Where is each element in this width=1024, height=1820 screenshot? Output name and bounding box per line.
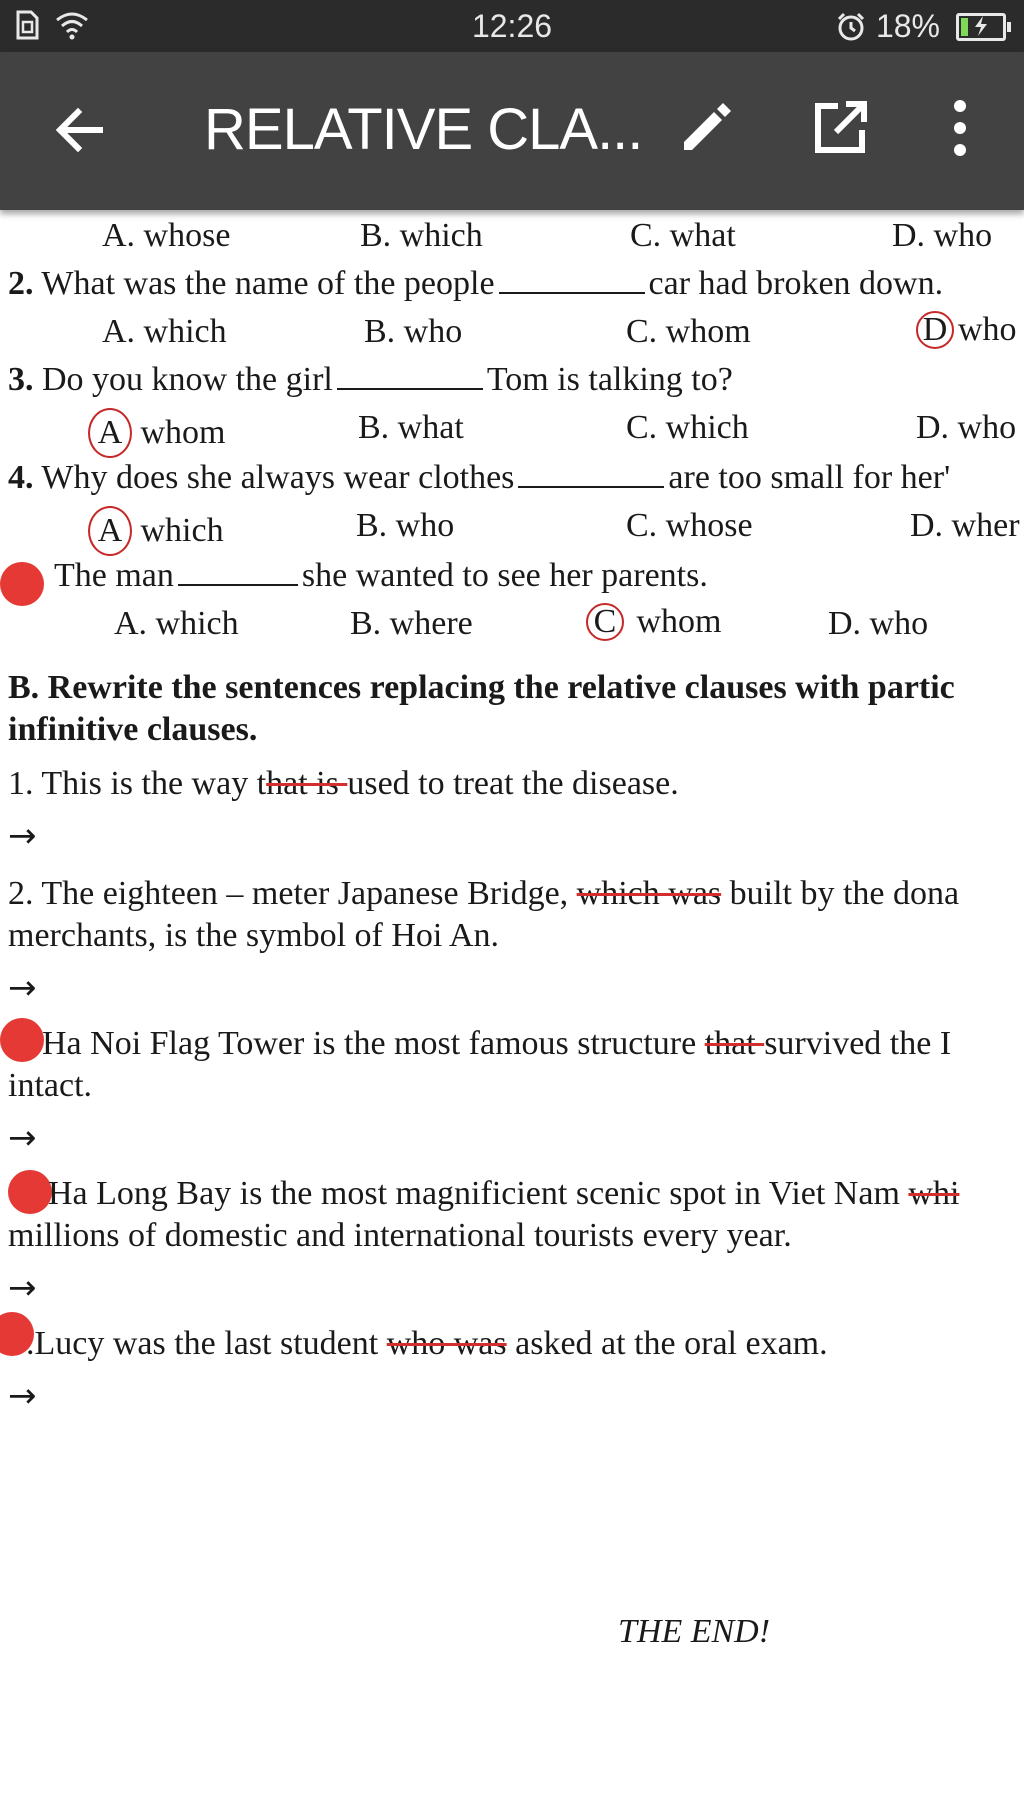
q2-option-d-word: who (958, 311, 1017, 348)
status-bar (0, 0, 1024, 52)
section-b-title-line2: infinitive clauses. (8, 711, 258, 748)
q2-text (8, 264, 943, 304)
section-b-title: B. Rewrite the sentences replacing the relative clauses with partic (8, 669, 955, 706)
q4-text (8, 458, 950, 498)
q2-text-before: What was the name of the people (41, 265, 495, 302)
q4-option-a (88, 506, 224, 556)
red-dot-marker (0, 1018, 44, 1062)
sentence-3-line2: intact. (8, 1067, 93, 1104)
sentence-5 (26, 1324, 828, 1364)
q2-option-d (916, 310, 1017, 350)
q2-number: 2. (8, 265, 34, 302)
q2-option-a: A. which (102, 313, 227, 350)
q1-option-a: A. whose (102, 217, 231, 254)
q3-option-d: D. who (916, 409, 1017, 446)
q5-text (54, 556, 708, 596)
q4-text-after: are too small for her' (668, 459, 951, 496)
sentence-5-before: .Lucy was the last student (26, 1325, 387, 1362)
q3-text-after: Tom is talking to? (486, 361, 733, 398)
sentence-2-line2: merchants, is the symbol of Hoi An. (8, 917, 500, 954)
open-external-icon[interactable] (810, 98, 870, 158)
q4-blank (518, 458, 664, 488)
q2-answer-circle: D (916, 311, 954, 349)
q1-option-c: C. what (630, 217, 736, 254)
battery-percent: 18% (875, 8, 940, 44)
q4-option-a-word: which (140, 512, 224, 549)
q3-option-a-word: whom (140, 414, 226, 451)
document-title: RELATIVE CLA... (204, 97, 643, 162)
sentence-3-strikethrough: that (704, 1025, 765, 1062)
answer-arrow-1: → (8, 816, 37, 856)
sentence-5-strikethrough: who was (386, 1325, 507, 1362)
charging-bolt-icon (971, 15, 991, 37)
sentence-4-strikethrough: whi (908, 1175, 960, 1212)
q3-option-b: B. what (358, 409, 464, 446)
q3-blank (337, 360, 483, 390)
app-bar (0, 52, 1024, 210)
q5-text-before: The man (54, 557, 174, 594)
answer-arrow-2: → (8, 968, 37, 1008)
q3-number: 3. (8, 361, 34, 398)
document-page (0, 210, 1024, 1820)
q2-option-b: B. who (364, 313, 463, 350)
battery-charging-icon (956, 13, 1006, 41)
sentence-1-strikethrough: hat is (266, 765, 348, 802)
sentence-2-before: 2. The eighteen – meter Japanese Bridge, (8, 875, 577, 912)
back-arrow-icon[interactable] (52, 102, 108, 158)
q3-text (8, 360, 733, 400)
q4-answer-circle: A (88, 506, 132, 556)
red-dot-marker (8, 1170, 52, 1214)
sentence-2-strikethrough: which was (576, 875, 722, 912)
q1-option-b: B. which (360, 217, 483, 254)
q3-option-c: C. which (626, 409, 749, 446)
more-vert-icon[interactable] (940, 96, 980, 160)
q4-option-c: C. whose (626, 507, 753, 544)
sentence-3-after: survived the I (764, 1025, 952, 1062)
q4-option-b: B. who (356, 507, 455, 544)
q3-option-a (88, 408, 226, 458)
q5-blank (178, 556, 298, 586)
q5-option-d: D. who (828, 605, 929, 642)
q2-text-after: car had broken down. (648, 265, 944, 302)
alarm-icon (836, 12, 866, 42)
q3-answer-circle: A (88, 408, 132, 458)
q4-text-before: Why does she always wear clothes (41, 459, 515, 496)
sentence-1-before: 1. This is the way t (8, 765, 267, 802)
battery-fill (961, 18, 968, 36)
sentence-2-after: built by the dona (721, 875, 960, 912)
q2-option-c: C. whom (626, 313, 751, 350)
sentence-3-before: Ha Noi Flag Tower is the most famous structure (42, 1025, 705, 1062)
red-dot-marker (0, 562, 44, 606)
answer-arrow-3: → (8, 1118, 37, 1158)
status-time: 12:26 (471, 8, 553, 44)
sentence-4 (48, 1174, 959, 1214)
q1-option-d: D. who (892, 217, 993, 254)
q2-blank (499, 264, 645, 294)
q5-option-c (586, 602, 722, 642)
q5-option-c-word: whom (636, 603, 722, 640)
q3-text-before: Do you know the girl (42, 361, 333, 398)
answer-arrow-5: → (8, 1376, 37, 1416)
q5-text-after: she wanted to see her parents. (301, 557, 708, 594)
sentence-4-line2: millions of domestic and international tourists every year. (8, 1217, 792, 1254)
sentence-1 (8, 764, 679, 804)
q5-option-a: A. which (114, 605, 239, 642)
sentence-1-after: used to treat the disease. (347, 765, 679, 802)
sentence-5-after: asked at the oral exam. (506, 1325, 828, 1362)
q4-option-d: D. wher (910, 507, 1020, 544)
the-end-text: THE END! (618, 1613, 771, 1650)
sentence-2 (8, 874, 959, 914)
answer-arrow-4: → (8, 1268, 37, 1308)
q5-option-b: B. where (350, 605, 473, 642)
edit-pencil-icon[interactable] (676, 98, 736, 158)
q5-answer-circle: C (586, 603, 624, 641)
sentence-3 (42, 1024, 951, 1064)
q4-number: 4. (8, 459, 34, 496)
sentence-4-before: Ha Long Bay is the most magnificient scenic spot in Viet Nam (48, 1175, 909, 1212)
